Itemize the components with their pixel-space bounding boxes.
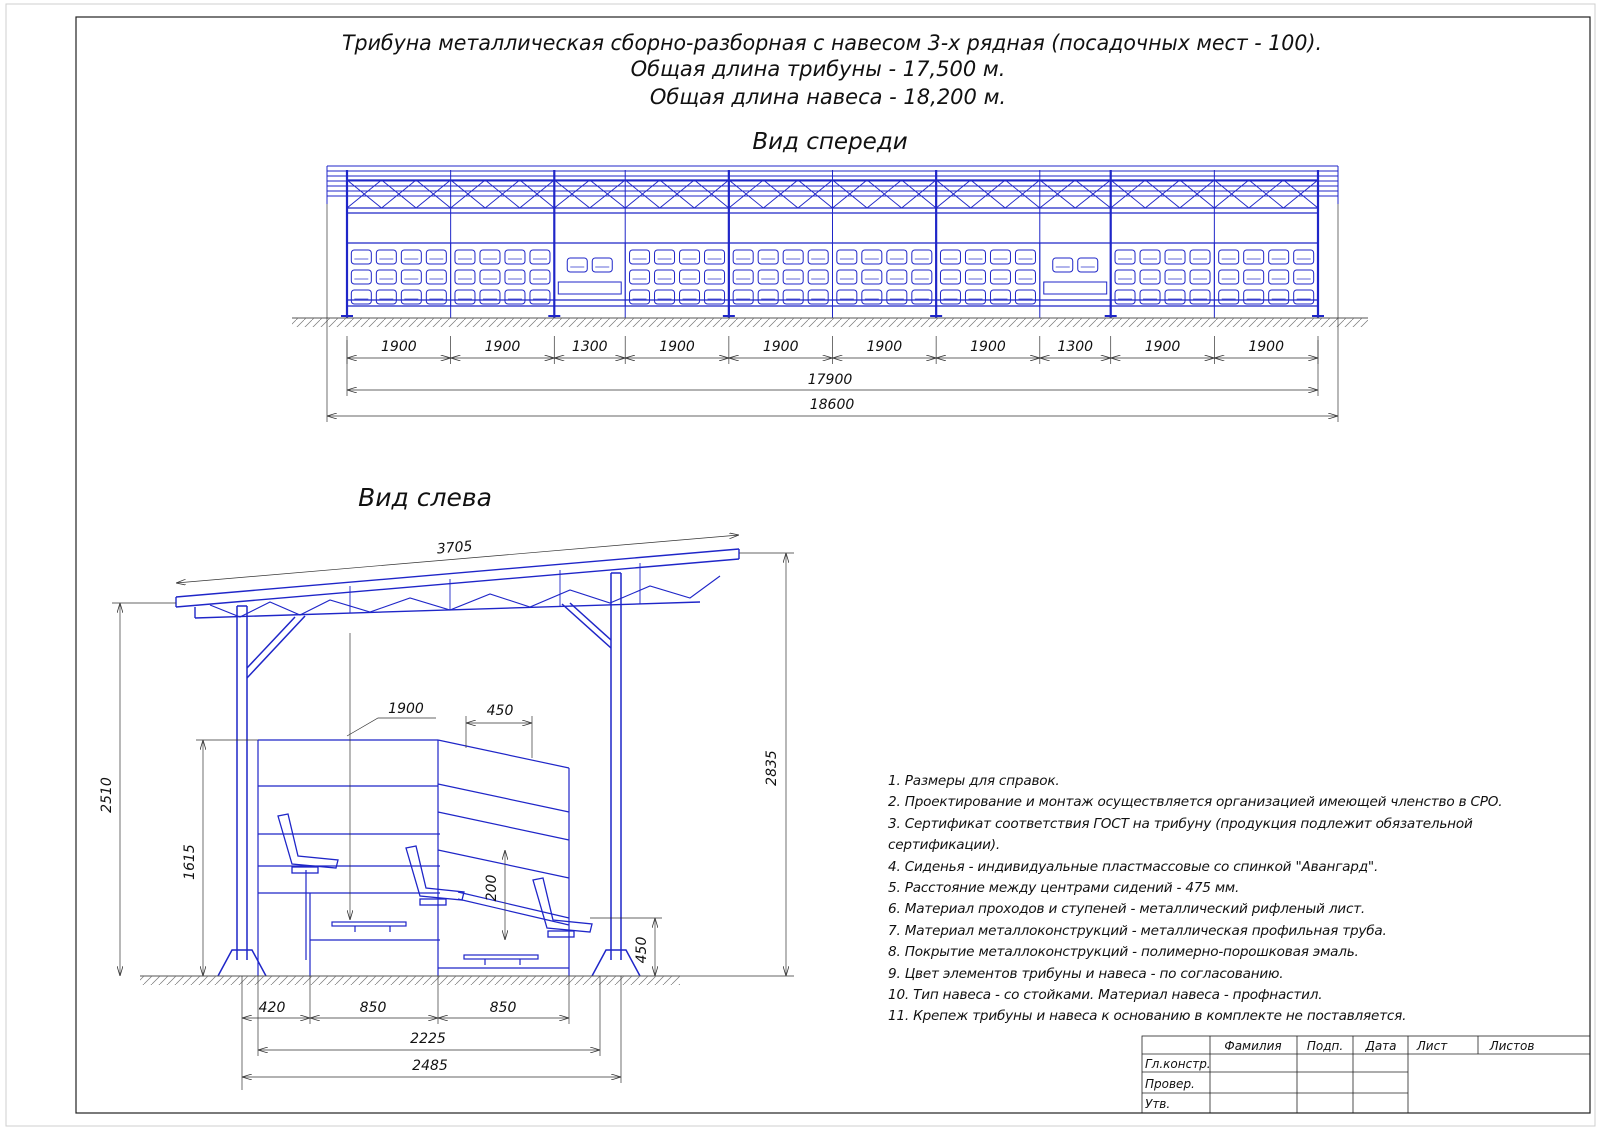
front-seat bbox=[351, 290, 371, 304]
front-seat bbox=[530, 290, 550, 304]
front-seat bbox=[480, 290, 500, 304]
notes-list bbox=[888, 771, 1534, 1028]
front-seat bbox=[401, 250, 421, 264]
front-seat bbox=[630, 290, 650, 304]
front-seat bbox=[862, 250, 882, 264]
dim-total-2485: 2485 bbox=[412, 1058, 448, 1074]
front-seat bbox=[808, 270, 828, 284]
front-view-heading: Вид спереди bbox=[752, 129, 908, 155]
note-item: 11. Крепеж трибуны и навеса к основанию в комплекте не поставляется. bbox=[888, 1008, 1407, 1025]
front-seat bbox=[783, 270, 803, 284]
front-seat bbox=[808, 290, 828, 304]
front-seat bbox=[783, 250, 803, 264]
front-seat bbox=[455, 270, 475, 284]
title-block-row-label: Гл.констр. bbox=[1145, 1057, 1211, 1071]
front-seat bbox=[1115, 250, 1135, 264]
front-seat bbox=[912, 290, 932, 304]
front-seat bbox=[505, 270, 525, 284]
dim-base-850b: 850 bbox=[489, 1000, 517, 1016]
title-block-header: Подп. bbox=[1306, 1039, 1344, 1053]
dim-bay-width: 1900 bbox=[484, 339, 521, 355]
front-seat bbox=[426, 250, 446, 264]
front-seat bbox=[733, 290, 753, 304]
front-seat bbox=[655, 270, 675, 284]
front-seat bbox=[1269, 290, 1289, 304]
title-block-row-label: Провер. bbox=[1145, 1077, 1195, 1091]
note-item: 8. Покрытие металлоконструкций - полимерно-порошковая эмаль. bbox=[888, 944, 1359, 961]
front-seat bbox=[630, 270, 650, 284]
front-seat bbox=[376, 270, 396, 284]
side-view-heading: Вид слева bbox=[358, 483, 492, 512]
title-line-1: Трибуна металлическая сборно-разборная с навесом 3-х рядная (посадочных мест - 100). bbox=[342, 31, 1322, 55]
note-item: 7. Материал металлоконструкций - металлическая профильная труба. bbox=[888, 922, 1387, 939]
front-seat bbox=[758, 290, 778, 304]
front-seat bbox=[455, 290, 475, 304]
front-seat bbox=[680, 270, 700, 284]
front-seat bbox=[837, 290, 857, 304]
title-line-2: Общая длина трибуны - 17,500 м. bbox=[630, 57, 1006, 81]
front-seat bbox=[1053, 258, 1073, 272]
front-seat bbox=[1244, 270, 1264, 284]
front-seat bbox=[480, 250, 500, 264]
front-seat bbox=[1115, 270, 1135, 284]
front-seat bbox=[940, 270, 960, 284]
front-seat bbox=[990, 270, 1010, 284]
front-seat bbox=[1219, 250, 1239, 264]
title-block-header: Листов bbox=[1489, 1039, 1535, 1053]
front-seat bbox=[1140, 250, 1160, 264]
front-seat bbox=[1190, 250, 1210, 264]
dim-roof-length: 3705 bbox=[436, 538, 474, 558]
front-seat bbox=[351, 270, 371, 284]
front-seat bbox=[455, 250, 475, 264]
front-seat bbox=[965, 250, 985, 264]
front-seat bbox=[705, 290, 725, 304]
front-seat bbox=[1015, 250, 1035, 264]
front-seat bbox=[505, 290, 525, 304]
front-seat bbox=[680, 250, 700, 264]
front-seat bbox=[655, 290, 675, 304]
front-seat bbox=[376, 290, 396, 304]
title-block-header: Лист bbox=[1416, 1039, 1448, 1053]
front-seat bbox=[1294, 290, 1314, 304]
front-seat bbox=[862, 290, 882, 304]
front-seat bbox=[837, 250, 857, 264]
front-seat bbox=[1015, 270, 1035, 284]
front-seat bbox=[758, 270, 778, 284]
title-block-row-label: Утв. bbox=[1145, 1097, 1171, 1111]
note-item: 10. Тип навеса - со стойками. Материал навеса - профнастил. bbox=[888, 987, 1323, 1004]
front-seat bbox=[1115, 290, 1135, 304]
front-seat bbox=[1165, 270, 1185, 284]
front-seat bbox=[912, 270, 932, 284]
front-seat bbox=[862, 270, 882, 284]
dim-tier-height: 1615 bbox=[182, 844, 198, 880]
front-seat bbox=[887, 270, 907, 284]
front-seat bbox=[990, 250, 1010, 264]
front-seat bbox=[426, 270, 446, 284]
front-seat bbox=[351, 250, 371, 264]
dim-height-450: 450 bbox=[634, 936, 650, 964]
front-seat bbox=[1190, 290, 1210, 304]
front-seat bbox=[480, 270, 500, 284]
front-seat bbox=[1165, 250, 1185, 264]
front-seat bbox=[940, 290, 960, 304]
dim-overall-height: 2510 bbox=[99, 777, 115, 813]
dim-bay-width: 1900 bbox=[659, 339, 695, 355]
front-seat bbox=[733, 270, 753, 284]
note-item: 1. Размеры для справок. bbox=[888, 773, 1060, 789]
dim-base-850a: 850 bbox=[359, 1000, 387, 1016]
front-seat bbox=[1244, 250, 1264, 264]
front-seat bbox=[1140, 290, 1160, 304]
dim-base-420: 420 bbox=[258, 1000, 286, 1016]
front-seat bbox=[530, 270, 550, 284]
dim-step-450: 450 bbox=[486, 703, 514, 719]
dim-bay-width: 1300 bbox=[1057, 339, 1094, 355]
front-seat bbox=[1165, 290, 1185, 304]
dim-bay-width: 1300 bbox=[571, 339, 608, 355]
front-seat bbox=[965, 290, 985, 304]
note-item: 5. Расстояние между центрами сидений - 475 мм. bbox=[888, 880, 1240, 897]
note-item: 2. Проектирование и монтаж осуществляется организацией имеющей членство в СРО. bbox=[888, 794, 1503, 811]
dim-depth-1900: 1900 bbox=[388, 701, 424, 717]
front-seat bbox=[1140, 270, 1160, 284]
front-seat bbox=[1269, 250, 1289, 264]
front-seat bbox=[1294, 270, 1314, 284]
front-seat bbox=[783, 290, 803, 304]
dim-total-2225: 2225 bbox=[410, 1031, 446, 1047]
front-seat bbox=[1294, 250, 1314, 264]
front-seat bbox=[1244, 290, 1264, 304]
front-seat bbox=[1190, 270, 1210, 284]
dim-canopy-height: 2835 bbox=[764, 750, 780, 786]
dim-total-stand: 17900 bbox=[807, 372, 853, 388]
front-seat bbox=[401, 290, 421, 304]
note-item: 3. Сертификат соответствия ГОСТ на трибуну (продукция подлежит обязательной сертификации). bbox=[888, 815, 1473, 854]
note-item: 6. Материал проходов и ступеней - металлический рифленый лист. bbox=[888, 901, 1366, 918]
front-seat bbox=[655, 250, 675, 264]
front-seat bbox=[758, 250, 778, 264]
front-seat bbox=[705, 250, 725, 264]
front-view-elevation bbox=[292, 166, 1368, 327]
dim-bay-width: 1900 bbox=[866, 339, 903, 355]
front-seat bbox=[376, 250, 396, 264]
dim-bay-width: 1900 bbox=[381, 339, 417, 355]
title-block-header: Фамилия bbox=[1224, 1039, 1282, 1053]
front-seat bbox=[530, 250, 550, 264]
front-seat bbox=[567, 258, 587, 272]
front-seat bbox=[1078, 258, 1098, 272]
title-block-header: Дата bbox=[1365, 1039, 1397, 1053]
front-seat bbox=[808, 250, 828, 264]
front-seat bbox=[887, 290, 907, 304]
dim-bay-width: 1900 bbox=[1248, 339, 1284, 355]
front-seat bbox=[990, 290, 1010, 304]
front-seat bbox=[705, 270, 725, 284]
side-seats bbox=[278, 814, 592, 937]
dim-bay-width: 1900 bbox=[762, 339, 799, 355]
front-seat bbox=[940, 250, 960, 264]
dim-bay-width: 1900 bbox=[1144, 339, 1181, 355]
side-view-elevation bbox=[140, 549, 739, 985]
dim-bay-width: 1900 bbox=[970, 339, 1006, 355]
front-seat bbox=[592, 258, 612, 272]
dim-total-canopy: 18600 bbox=[809, 397, 855, 413]
front-seat bbox=[1219, 270, 1239, 284]
front-seat bbox=[733, 250, 753, 264]
title-line-3: Общая длина навеса - 18,200 м. bbox=[649, 85, 1007, 109]
front-seat bbox=[505, 250, 525, 264]
front-seat bbox=[912, 250, 932, 264]
dim-rise-200: 200 bbox=[484, 874, 500, 902]
note-item: 4. Сиденья - индивидуальные пластмассовые со спинкой "Авангард". bbox=[888, 858, 1379, 875]
front-seat bbox=[630, 250, 650, 264]
front-seat bbox=[887, 250, 907, 264]
front-seat bbox=[680, 290, 700, 304]
front-seat bbox=[401, 270, 421, 284]
front-seat bbox=[1015, 290, 1035, 304]
front-seat bbox=[837, 270, 857, 284]
front-seat bbox=[1219, 290, 1239, 304]
front-seat bbox=[426, 290, 446, 304]
note-item: 9. Цвет элементов трибуны и навеса - по согласованию. bbox=[888, 965, 1284, 982]
front-seat bbox=[965, 270, 985, 284]
front-seat bbox=[1269, 270, 1289, 284]
